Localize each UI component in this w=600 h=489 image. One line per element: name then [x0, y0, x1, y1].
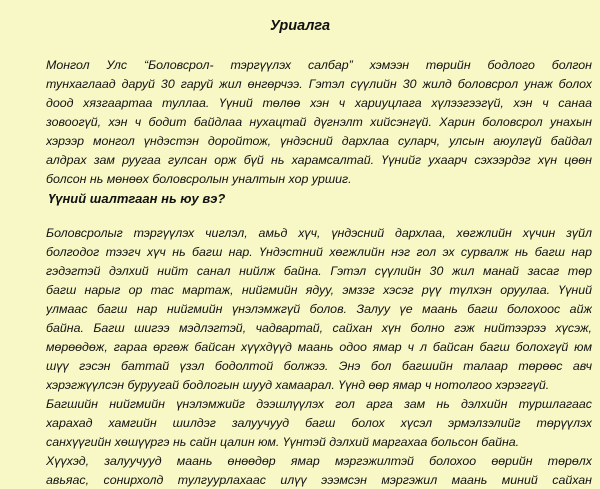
paragraph-2-line-7: мөрөөдөж, гараа өргөж байсан хүүхдүүд маань одоо ямар ч л байсан багш болохгүй юм	[46, 340, 592, 354]
paragraph-2-line-1: Боловсролыг тэргүүлэх чиглэл, амьд хүч, үндэсний дархлаа, хөгжлийн хүчин зүйл	[46, 226, 592, 240]
paragraph-4-line-2: авьяас, сонирхолд тулгуурлахаас илүү эээмсэн мэргэжил маань миний сайхан	[46, 473, 592, 487]
paragraph-2-line-2: болгодог тээгч хүч нь багш нар. Үндэстний хөгжлийн нэг гол эх сурвалж нь багш нар	[46, 245, 592, 259]
document-title: Уриалга	[269, 18, 331, 34]
paragraph-2-line-9: хэрэгжүүлсэн буруугай бодлогын шууд хамаарал. Үүнд өөр ямар ч нотолгоо хэрэггүй.	[46, 378, 550, 392]
paragraph-2-line-6: байна. Багш шигээ мэдлэгтэй, чадвартай, сайхан хүн болно гэж нийтээрээ хүсэж,	[46, 321, 592, 335]
paragraph-2-line-8: шүү гэсэн баттай үзэл бодолтой болжээ. Энэ бол багшийн талаар төрөөс авч	[46, 359, 592, 373]
paragraph-1-line-5: хэрээр монгол үндэстэн доройтож, үндэсний дархлаа суларч, улсын аюулгүй байдал	[46, 134, 592, 148]
paragraph-1-line-4: зовоогүй, хэн ч бодит байдлаа нухацтай дүгнэлт хийсэнгүй. Харин боловсрол унахын	[46, 115, 592, 129]
paragraph-3-line-2: харахад хамгийн шилдэг залуучууд багш болох хүсэл эрмэлзэлийг төрүүлэх	[46, 416, 592, 430]
paragraph-1-line-2: тунхаглаад даруй 30 гаруй жил өнгөрчээ. Гэтэл сүүлийн 30 жилд боловсрол унаж болох	[46, 77, 592, 91]
paragraph-4-line-1: Хүүхэд, залуучууд маань өнөөдөр ямар мэргэжилтэй болохоо өөрийн төрөлх	[46, 454, 592, 468]
paragraph-3-line-3: санхүүгийн хөшүүргэ нь сайн цалин юм. Үүнтэй дэлхий маргахаа больсон байна.	[46, 435, 520, 449]
paragraph-3-line-1: Багшийн нийгмийн үнэлэмжийг дээшлүүлэх гол арга зам нь дэлхийн туршлагаас	[46, 397, 592, 411]
paragraph-2-line-3: гэдэгтэй дэлхий нийт санал нийлж байна. Гэтэл сүүлийн 30 жил манай засаг төр	[46, 264, 592, 278]
paragraph-1-line-1: Монгол Улс “Боловсрол- тэргүүлэх салбар” хэмээн төрийн бодлого болгон	[46, 58, 592, 72]
paragraph-2-line-5: улмаас багш нар нийгмийн үнэлэмжгүй болов. Залуу үе маань багш болохоос айж	[46, 302, 592, 316]
paragraph-1-line-6: алдрах зам руугаа гулсан орж бүй нь харамсалтай. Үүнийг ухаарч сэхээрдэг хүн цөөн	[46, 153, 592, 167]
paragraph-1-line-7: болсон нь мөнөөх боловсролын уналтын хор уршиг.	[46, 172, 352, 186]
paragraph-2-line-4: багш нарыг ор тас мартаж, нийгмийн ядуу, эмзэг хэсэг рүү түлхэн оруулаа. Үүний	[46, 283, 592, 297]
section-heading: Үүний шалтгаан нь юу вэ?	[48, 191, 226, 206]
paragraph-1-line-3: доод хязгаартаа туллаа. Үүний төлөө хэн ч хариуцлага хүлээгээгүй, хэн ч санаа	[46, 96, 592, 110]
